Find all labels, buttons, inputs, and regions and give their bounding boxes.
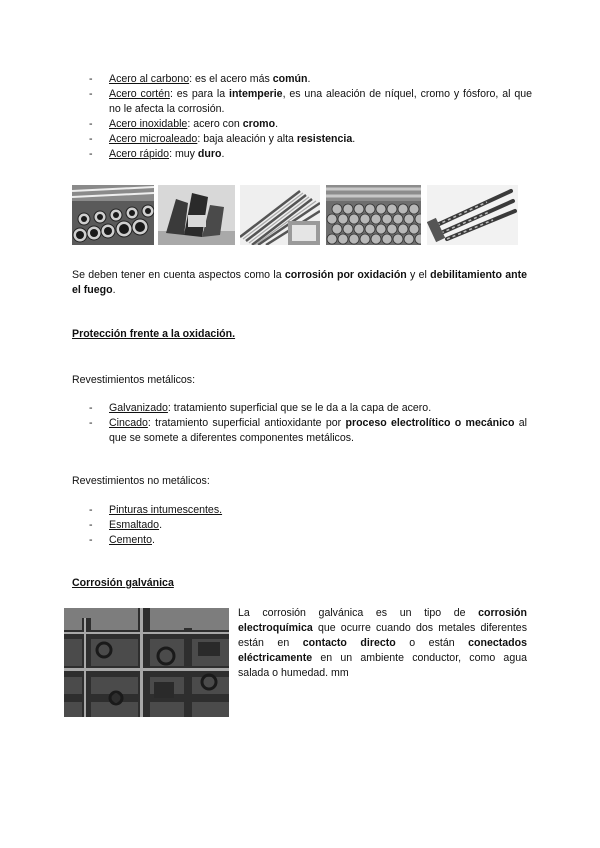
paragraph-text: en un ambiente conductor, como agua salada o humedad. mm bbox=[238, 652, 527, 679]
list-marker: - bbox=[89, 73, 93, 85]
list-marker: - bbox=[89, 118, 93, 130]
list-text: : acero con bbox=[187, 118, 243, 130]
stainless-profiles-image bbox=[240, 185, 320, 245]
paragraph-text: o están bbox=[395, 637, 469, 649]
list-term: Acero inoxidable bbox=[109, 118, 188, 130]
list-text: : es el acero más bbox=[189, 73, 273, 85]
list-item bbox=[72, 416, 527, 446]
list-end: . bbox=[352, 133, 356, 145]
list-text: : es para la bbox=[169, 88, 229, 100]
list-bold: resistencia bbox=[296, 133, 353, 145]
galvanica-paragraph bbox=[238, 606, 527, 681]
paragraph-bold: debilitamiento ante el fuego bbox=[72, 269, 527, 296]
section-title-oxidacion: Protección frente a la oxidación. bbox=[72, 328, 236, 340]
list-term: Esmaltado bbox=[109, 519, 160, 531]
list-item bbox=[72, 72, 532, 87]
paragraph-text: Se deben tener en cuenta aspectos como la bbox=[72, 269, 285, 281]
list-term: Pinturas intumescentes. bbox=[109, 504, 223, 516]
paragraph-bold: contacto directo bbox=[302, 637, 396, 649]
list-item bbox=[72, 147, 532, 162]
list-marker: - bbox=[89, 133, 93, 145]
list-text: : tratamiento superficial que se le da a la capa de acero. bbox=[167, 402, 432, 414]
paragraph-bold: conectados eléctricamente bbox=[238, 637, 527, 664]
section-title-galvanica: Corrosión galvánica bbox=[72, 577, 174, 589]
list-item bbox=[72, 117, 532, 132]
list-end: . bbox=[152, 534, 155, 546]
drill-bits-image bbox=[427, 185, 518, 245]
list-term: Acero microaleado bbox=[109, 133, 198, 145]
list-item bbox=[72, 533, 527, 548]
list-term: Acero al carbono bbox=[109, 73, 190, 85]
list-end: al que se somete a diferentes componentes metálicos. bbox=[109, 417, 527, 444]
list-item bbox=[72, 401, 527, 416]
metalicos-list bbox=[72, 401, 527, 446]
list-term: Galvanizado bbox=[109, 402, 168, 414]
round-bars-image bbox=[326, 185, 421, 245]
paragraph-bold: corrosión por oxidación bbox=[284, 269, 407, 281]
list-bold: intemperie bbox=[229, 88, 283, 100]
aspects-paragraph bbox=[72, 268, 527, 298]
acero-types-list bbox=[72, 72, 532, 162]
list-marker: - bbox=[89, 504, 93, 516]
list-end: . bbox=[275, 118, 279, 130]
paragraph-text: . bbox=[112, 284, 116, 296]
list-item bbox=[72, 132, 532, 147]
paragraph-text: que ocurre cuando dos metales diferentes están en bbox=[238, 622, 527, 649]
list-end: . bbox=[159, 519, 163, 531]
list-end: . bbox=[307, 73, 311, 85]
list-marker: - bbox=[89, 519, 93, 531]
paragraph-bold: corrosión electroquímica bbox=[238, 607, 527, 634]
list-marker: - bbox=[89, 148, 93, 160]
list-marker: - bbox=[89, 88, 93, 100]
no-metalicos-list bbox=[72, 503, 527, 548]
list-bold: duro bbox=[197, 148, 222, 160]
list-item bbox=[72, 503, 527, 518]
list-marker: - bbox=[89, 402, 93, 414]
steel-pipes-image bbox=[72, 185, 154, 245]
list-bold: proceso electrolítico o mecánico bbox=[345, 417, 515, 429]
list-bold: común bbox=[272, 73, 308, 85]
list-term: Acero rápido bbox=[109, 148, 170, 160]
list-bold: cromo bbox=[242, 118, 276, 130]
industrial-pipes-image bbox=[64, 608, 229, 717]
list-end: , es una aleación de níquel, cromo y fósforo, al que no le afecta la corrosión. bbox=[109, 88, 532, 115]
list-item bbox=[72, 87, 532, 117]
list-text: : muy bbox=[169, 148, 198, 160]
list-marker: - bbox=[89, 534, 93, 546]
metalicos-label: Revestimientos metálicos: bbox=[72, 374, 196, 386]
list-term: Acero cortén bbox=[109, 88, 170, 100]
list-term: Cemento bbox=[109, 534, 152, 546]
list-term: Cincado bbox=[109, 417, 148, 429]
list-text: : tratamiento superficial antioxidante por bbox=[147, 417, 346, 429]
list-text: : baja aleación y alta bbox=[197, 133, 297, 145]
list-end: . bbox=[221, 148, 225, 160]
list-item bbox=[72, 518, 527, 533]
corten-sculpture-image bbox=[158, 185, 235, 245]
paragraph-text: La corrosión galvánica es un tipo de bbox=[238, 607, 479, 619]
list-marker: - bbox=[89, 417, 93, 429]
no-metalicos-label: Revestimientos no metálicos: bbox=[72, 475, 210, 487]
paragraph-text: y el bbox=[406, 269, 431, 281]
